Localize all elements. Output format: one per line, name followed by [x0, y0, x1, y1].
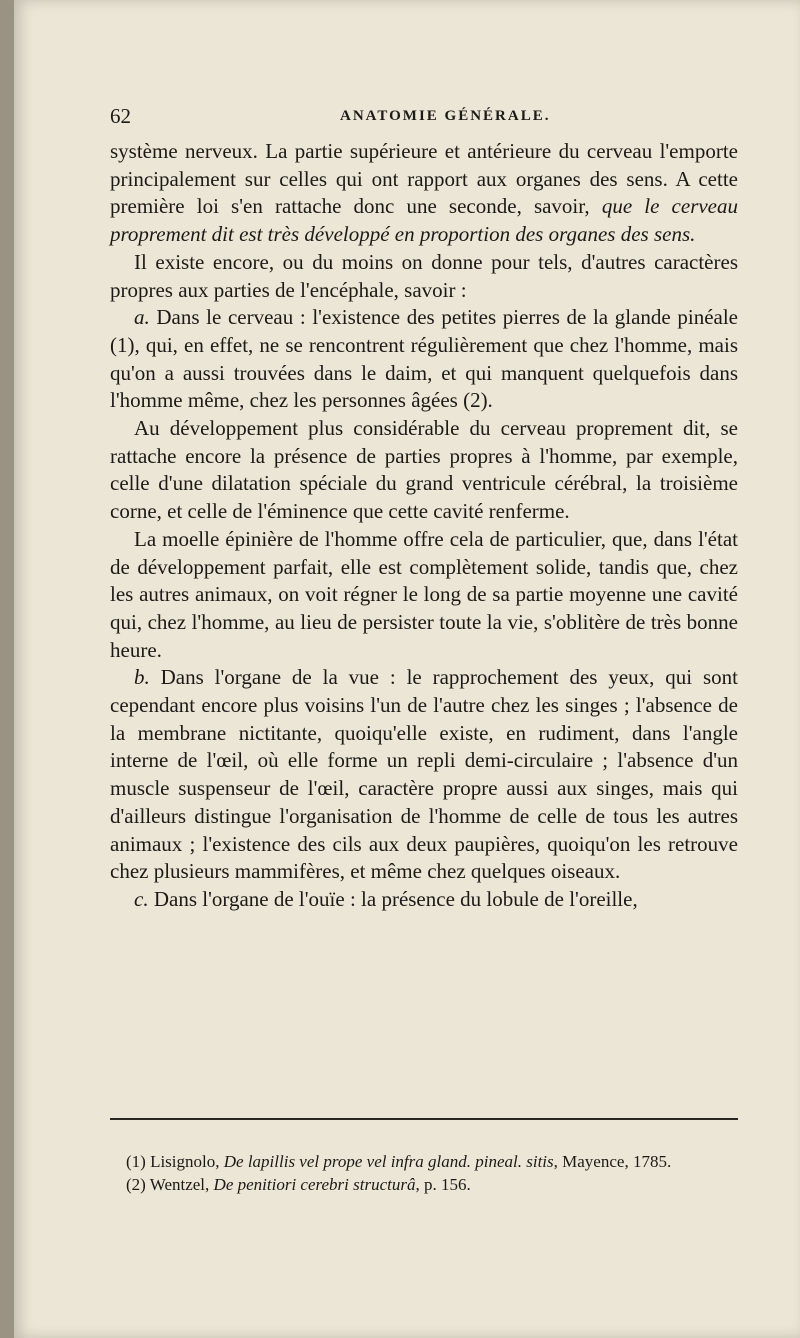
- item-marker-c: c.: [134, 886, 149, 911]
- footnote-1-mark: (1): [126, 1152, 151, 1171]
- paragraph-2: Il existe encore, ou du moins on donne pour tels, d'autres caractères propres aux parties de l'encéphale, savoir :: [110, 249, 738, 302]
- paragraph-5: La moelle épinière de l'homme offre cela de particulier, que, dans l'état de développement parfait, elle est complètement solide, tandis que, chez les autres animaux, on voit régner le long de sa partie moyenne une cavité qui, chez l'homme, au lieu de persister toute la vie, s'oblitère de très bonne heure.: [110, 526, 738, 662]
- footnote-2-author: Wentzel,: [149, 1175, 214, 1194]
- paragraph-3: [110, 304, 738, 415]
- footnote-1-rest: , Mayence, 1785.: [553, 1152, 672, 1171]
- paragraph-3-text: Dans le cerveau : l'existence des petites pierres de la glande pinéale (1), qui, en effet, ne se rencontrent régulièrement que chez l'homme, mais qu'on a aussi trouvées dans le daim, et qui manquent quelquefois dans l'homme même, chez les personnes âgées (2).: [110, 305, 738, 413]
- footnotes: [126, 1150, 738, 1196]
- item-marker-b: b.: [134, 665, 150, 690]
- page-header: [110, 104, 750, 134]
- running-title: ANATOMIE GÉNÉRALE.: [340, 108, 551, 124]
- paragraph-4: Au développement plus considérable du cerveau proprement dit, se rattache encore la présence de parties propres à l'homme, par exemple, celle d'une dilatation spéciale du grand ventricule cérébral, la troisième corne, et celle de l'éminence que cette cavité renferme.: [110, 416, 738, 524]
- footnote-1-title: De lapillis vel prope vel infra gland. pineal. sitis: [223, 1152, 554, 1171]
- footnote-1-author: Lisignolo,: [150, 1152, 224, 1171]
- footnote-2-mark: (2): [126, 1175, 150, 1194]
- paragraph-1: [110, 138, 738, 249]
- footnote-1: [126, 1150, 738, 1173]
- footnote-rule: [110, 1118, 738, 1120]
- footnote-2: [126, 1173, 738, 1196]
- body-text: [110, 138, 738, 914]
- paragraph-7-text: Dans l'organe de l'ouïe : la présence du lobule de l'oreille,: [148, 886, 638, 911]
- paragraph-1-text: système nerveux. La partie supérieure et antérieure du cerveau l'emporte principalement sur celles qui ont rapport aux organes des sens. A cette première loi s'en rattache donc une seconde, savoir,: [110, 139, 738, 219]
- paragraph-1-emphasis: que le cerveau proprement dit est très développé en proportion des organes des sens.: [110, 194, 739, 247]
- paragraph-7: [110, 886, 738, 914]
- page-number: 62: [110, 104, 131, 128]
- paragraph-6: [110, 664, 738, 886]
- footnote-2-rest: , p. 156.: [415, 1175, 471, 1194]
- item-marker-a: a.: [134, 305, 150, 330]
- book-page: [14, 0, 800, 1338]
- footnote-2-title: De penitiori cerebri structurâ: [213, 1175, 416, 1194]
- paragraph-6-text: Dans l'organe de la vue : le rapprochement des yeux, qui sont cependant encore plus voisins l'un de l'autre chez les singes ; l'absence de la membrane nictitante, quoiqu'elle existe, en rudiment, dans l'angle interne de l'œil, où elle forme un repli demi-circulaire ; l'absence d'un muscle suspenseur de l'œil, caractère propre aussi aux singes, mais qui d'ailleurs distingue l'organisation de l'homme de celle de tous les autres animaux ; l'existence des cils aux deux paupières, quoiqu'on les retrouve chez plusieurs mammifères, et même chez quelques oiseaux.: [110, 665, 738, 884]
